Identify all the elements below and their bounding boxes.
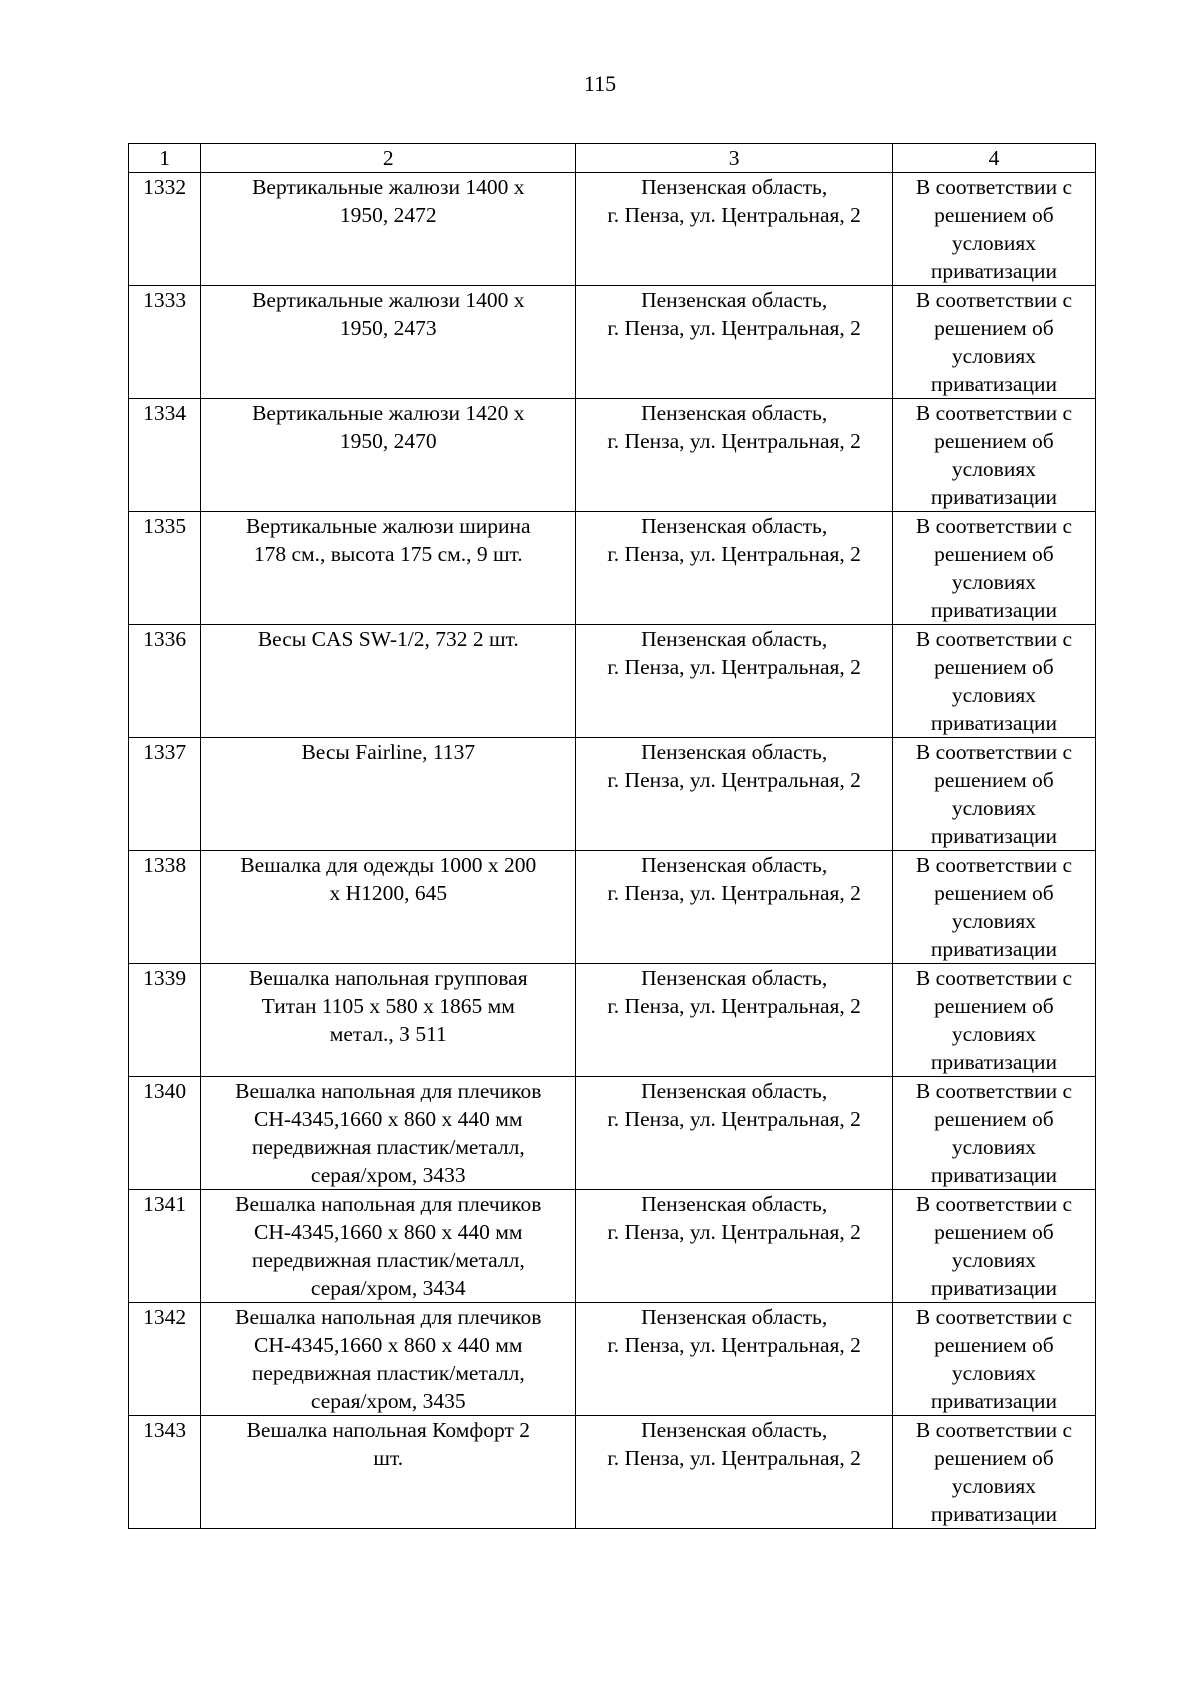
cell-line: Вертикальные жалюзи 1420 х (252, 401, 525, 425)
cell-line: приватизации (930, 1389, 1057, 1413)
cell-line: СН-4345,1660 х 860 х 440 мм (254, 1220, 523, 1244)
address-cell (576, 738, 892, 851)
cell-line: х Н1200, 645 (329, 881, 448, 905)
cell-line: Пензенская область, (641, 514, 828, 538)
basis-cell (892, 286, 1095, 399)
cell-line: г. Пенза, ул. Центральная, 2 (607, 1220, 861, 1244)
table-row (129, 851, 1096, 964)
cell-line: Пензенская область, (641, 1192, 828, 1216)
cell-line: приватизации (930, 259, 1057, 283)
cell-line: г. Пенза, ул. Центральная, 2 (607, 542, 861, 566)
row-number-cell: 1335 (129, 512, 201, 625)
cell-line: передвижная пластик/металл, (251, 1135, 525, 1159)
basis-cell (892, 964, 1095, 1077)
cell-line: Пензенская область, (641, 175, 828, 199)
cell-line: Титан 1105 х 580 х 1865 мм (261, 994, 515, 1018)
row-number-cell: 1333 (129, 286, 201, 399)
cell-line: Пензенская область, (641, 966, 828, 990)
table-row (129, 964, 1096, 1077)
cell-line: 1950, 2472 (339, 203, 437, 227)
item-name-cell (201, 286, 576, 399)
cell-line: 178 см., высота 175 см., 9 шт. (253, 542, 523, 566)
cell-line: г. Пенза, ул. Центральная, 2 (607, 429, 861, 453)
basis-cell (892, 399, 1095, 512)
cell-line: В соответствии с (915, 401, 1072, 425)
cell-line: условиях (951, 570, 1036, 594)
cell-line: г. Пенза, ул. Центральная, 2 (607, 881, 861, 905)
cell-line: Пензенская область, (641, 740, 828, 764)
item-name-cell (201, 851, 576, 964)
address-cell (576, 173, 892, 286)
cell-line: В соответствии с (915, 1079, 1072, 1103)
cell-line: г. Пенза, ул. Центральная, 2 (607, 203, 861, 227)
cell-line: решением об (934, 542, 1054, 566)
cell-line: Вешалка напольная для плечиков (235, 1305, 542, 1329)
table-row (129, 1416, 1096, 1529)
cell-line: Вешалка напольная групповая (248, 966, 528, 990)
address-cell (576, 851, 892, 964)
cell-line: В соответствии с (915, 1305, 1072, 1329)
table-row (129, 1190, 1096, 1303)
item-name-cell (201, 738, 576, 851)
cell-line: решением об (934, 1333, 1054, 1357)
row-number-cell: 1342 (129, 1303, 201, 1416)
row-number-cell: 1340 (129, 1077, 201, 1190)
cell-line: Пензенская область, (641, 1305, 828, 1329)
address-cell (576, 1416, 892, 1529)
row-number-cell: 1334 (129, 399, 201, 512)
cell-line: передвижная пластик/металл, (251, 1248, 525, 1272)
cell-line: В соответствии с (915, 514, 1072, 538)
basis-cell (892, 1077, 1095, 1190)
cell-line: г. Пенза, ул. Центральная, 2 (607, 994, 861, 1018)
cell-line: Вертикальные жалюзи 1400 х (252, 288, 525, 312)
cell-line: Пензенская область, (641, 1079, 828, 1103)
cell-line: решением об (934, 994, 1054, 1018)
header-row (129, 144, 1096, 173)
cell-line: условиях (951, 231, 1036, 255)
basis-cell (892, 625, 1095, 738)
cell-line: 1950, 2473 (339, 316, 437, 340)
cell-line: серая/хром, 3434 (310, 1276, 466, 1300)
cell-line: решением об (934, 1446, 1054, 1470)
table-row (129, 173, 1096, 286)
cell-line: решением об (934, 881, 1054, 905)
cell-line: Пензенская область, (641, 627, 828, 651)
cell-line: В соответствии с (915, 740, 1072, 764)
cell-line: В соответствии с (915, 1192, 1072, 1216)
cell-line: серая/хром, 3433 (310, 1163, 466, 1187)
cell-line: метал., З 511 (329, 1022, 447, 1046)
cell-line: г. Пенза, ул. Центральная, 2 (607, 1446, 861, 1470)
basis-cell (892, 173, 1095, 286)
item-name-cell (201, 964, 576, 1077)
cell-line: г. Пенза, ул. Центральная, 2 (607, 655, 861, 679)
cell-line: СН-4345,1660 х 860 х 440 мм (254, 1333, 523, 1357)
cell-line: г. Пенза, ул. Центральная, 2 (607, 1107, 861, 1131)
address-cell (576, 625, 892, 738)
address-cell (576, 964, 892, 1077)
basis-cell (892, 512, 1095, 625)
item-name-cell (201, 625, 576, 738)
cell-line: шт. (373, 1446, 404, 1470)
cell-line: Вертикальные жалюзи ширина (245, 514, 531, 538)
cell-line: В соответствии с (915, 1418, 1072, 1442)
item-name-cell (201, 1077, 576, 1190)
cell-line: Пензенская область, (641, 288, 828, 312)
cell-line: решением об (934, 655, 1054, 679)
cell-line: приватизации (930, 711, 1057, 735)
cell-line: решением об (934, 316, 1054, 340)
row-number-cell: 1338 (129, 851, 201, 964)
cell-line: Вертикальные жалюзи 1400 х (252, 175, 525, 199)
table-row (129, 625, 1096, 738)
cell-line: приватизации (930, 1163, 1057, 1187)
cell-line: условиях (951, 909, 1036, 933)
item-name-cell (201, 399, 576, 512)
header-cell-2: 2 (201, 144, 576, 173)
cell-line: Весы CAS SW-1/2, 732 2 шт. (257, 627, 519, 651)
table-row (129, 738, 1096, 851)
address-cell (576, 399, 892, 512)
cell-line: приватизации (930, 1276, 1057, 1300)
basis-cell (892, 851, 1095, 964)
cell-line: Пензенская область, (641, 853, 828, 877)
table-body (129, 144, 1096, 1529)
cell-line: условиях (951, 683, 1036, 707)
basis-cell (892, 1190, 1095, 1303)
table-row (129, 512, 1096, 625)
item-name-cell (201, 1303, 576, 1416)
row-number-cell: 1336 (129, 625, 201, 738)
cell-line: г. Пенза, ул. Центральная, 2 (607, 1333, 861, 1357)
basis-cell (892, 1416, 1095, 1529)
row-number-cell: 1337 (129, 738, 201, 851)
address-cell (576, 1190, 892, 1303)
cell-line: приватизации (930, 485, 1057, 509)
cell-line: условиях (951, 457, 1036, 481)
cell-line: В соответствии с (915, 175, 1072, 199)
address-cell (576, 512, 892, 625)
cell-line: 1950, 2470 (339, 429, 437, 453)
cell-line: Вешалка напольная Комфорт 2 (246, 1418, 530, 1442)
cell-line: Вешалка напольная для плечиков (235, 1192, 542, 1216)
item-name-cell (201, 1416, 576, 1529)
cell-line: СН-4345,1660 х 860 х 440 мм (254, 1107, 523, 1131)
cell-line: Пензенская область, (641, 1418, 828, 1442)
cell-line: Весы Fairline, 1137 (301, 740, 476, 764)
header-cell-3: 3 (576, 144, 892, 173)
row-number-cell: 1341 (129, 1190, 201, 1303)
cell-line: В соответствии с (915, 966, 1072, 990)
cell-line: решением об (934, 1107, 1054, 1131)
cell-line: условиях (951, 344, 1036, 368)
cell-line: приватизации (930, 1502, 1057, 1526)
header-cell-4: 4 (892, 144, 1095, 173)
table-row (129, 399, 1096, 512)
cell-line: приватизации (930, 1050, 1057, 1074)
cell-line: В соответствии с (915, 627, 1072, 651)
item-name-cell (201, 1190, 576, 1303)
address-cell (576, 1077, 892, 1190)
cell-line: условиях (951, 1248, 1036, 1272)
cell-line: приватизации (930, 372, 1057, 396)
cell-line: Вешалка для одежды 1000 х 200 (240, 853, 537, 877)
item-name-cell (201, 512, 576, 625)
cell-line: условиях (951, 1135, 1036, 1159)
basis-cell (892, 738, 1095, 851)
cell-line: решением об (934, 203, 1054, 227)
page-number: 115 (583, 71, 617, 96)
cell-line: условиях (951, 1361, 1036, 1385)
cell-line: условиях (951, 796, 1036, 820)
cell-line: серая/хром, 3435 (310, 1389, 466, 1413)
cell-line: Пензенская область, (641, 401, 828, 425)
cell-line: Вешалка напольная для плечиков (235, 1079, 542, 1103)
item-name-cell (201, 173, 576, 286)
cell-line: передвижная пластик/металл, (251, 1361, 525, 1385)
cell-line: приватизации (930, 598, 1057, 622)
cell-line: В соответствии с (915, 288, 1072, 312)
cell-line: условиях (951, 1022, 1036, 1046)
cell-line: г. Пенза, ул. Центральная, 2 (607, 768, 861, 792)
property-table (128, 143, 1096, 1529)
row-number-cell: 1339 (129, 964, 201, 1077)
header-cell-1: 1 (129, 144, 201, 173)
row-number-cell: 1332 (129, 173, 201, 286)
cell-line: В соответствии с (915, 853, 1072, 877)
row-number-cell: 1343 (129, 1416, 201, 1529)
address-cell (576, 1303, 892, 1416)
basis-cell (892, 1303, 1095, 1416)
table-row (129, 1303, 1096, 1416)
table-row (129, 1077, 1096, 1190)
cell-line: приватизации (930, 824, 1057, 848)
cell-line: решением об (934, 1220, 1054, 1244)
cell-line: решением об (934, 429, 1054, 453)
cell-line: решением об (934, 768, 1054, 792)
cell-line: условиях (951, 1474, 1036, 1498)
address-cell (576, 286, 892, 399)
cell-line: приватизации (930, 937, 1057, 961)
cell-line: г. Пенза, ул. Центральная, 2 (607, 316, 861, 340)
table-row (129, 286, 1096, 399)
